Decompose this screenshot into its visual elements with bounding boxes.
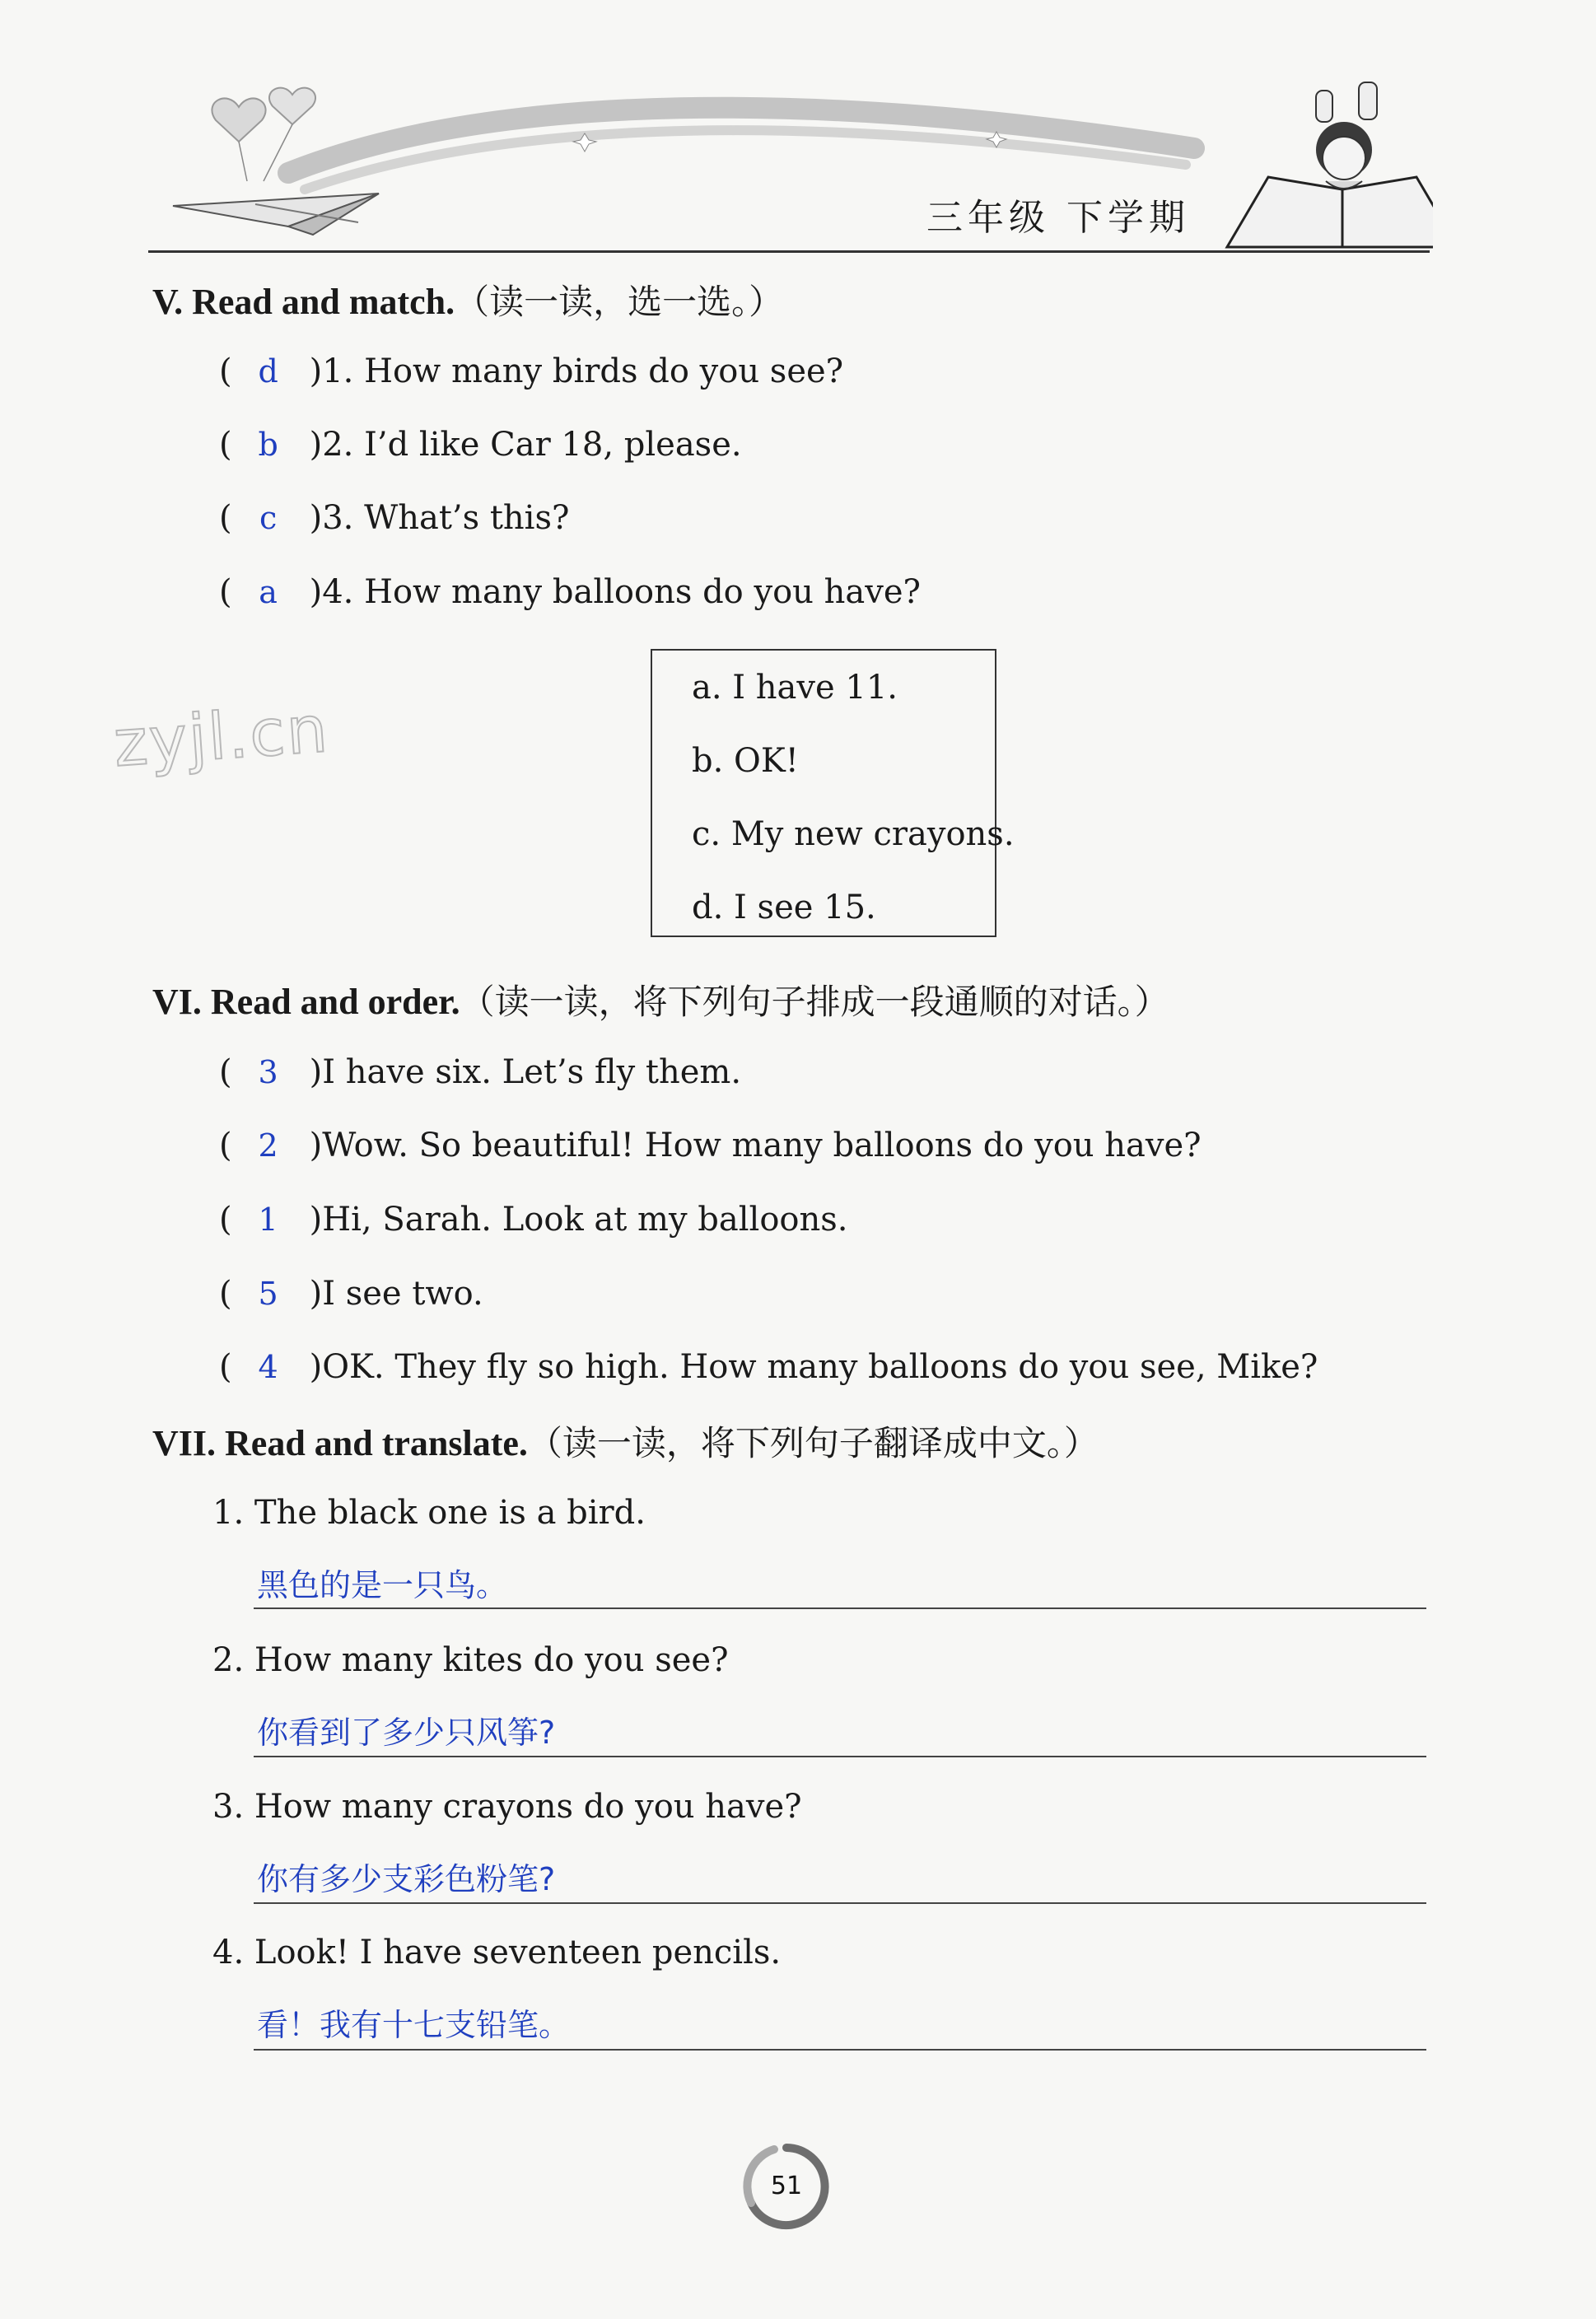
watermark: zyjl.cn: [111, 692, 332, 782]
section-5-title-cn: （读一读，选一选。）: [455, 282, 784, 322]
translate-question: 3. How many crayons do you have?: [212, 1788, 802, 1826]
answer-blank[interactable]: a: [259, 574, 278, 610]
sentence-text: )Wow. So beautiful! How many balloons do you have?: [309, 1127, 1202, 1164]
translate-answer[interactable]: 黑色的是一只鸟。: [257, 1567, 508, 1603]
question-text: )1. How many birds do you see?: [309, 352, 844, 390]
answer-blank[interactable]: c: [259, 500, 278, 536]
translate-question: 4. Look! I have seventeen pencils.: [212, 1934, 782, 1971]
choice-item: b. OK!: [692, 742, 799, 780]
match-item: ( c )3. What’s this?: [219, 499, 570, 537]
paper-plane-icon: [173, 194, 379, 235]
section-7-title-cn: （读一读，将下列句子翻译成中文。）: [527, 1423, 1099, 1463]
answer-blank[interactable]: d: [258, 353, 278, 390]
translate-answer[interactable]: 你有多少支彩色粉笔?: [257, 1861, 556, 1897]
page-number: 51: [770, 2172, 803, 2200]
answer-blank[interactable]: 2: [258, 1127, 278, 1164]
section-6-title: [152, 975, 1169, 1024]
sentence-text: )I see two.: [309, 1275, 483, 1313]
choice-item: c. My new crayons.: [692, 815, 1015, 853]
page-number-badge: [741, 2141, 832, 2232]
header-divider: [148, 250, 1430, 253]
choice-item: a. I have 11.: [692, 669, 898, 707]
answer-line: [254, 1607, 1426, 1609]
answer-blank[interactable]: 4: [258, 1349, 278, 1385]
question-text: )3. What’s this?: [309, 499, 570, 537]
answer-blank[interactable]: b: [258, 427, 278, 463]
question-text: )2. I’d like Car 18, please.: [309, 426, 742, 464]
grade-label: 三年级 下学期: [926, 197, 1190, 239]
order-item: ( 5 )I see two.: [219, 1275, 483, 1313]
header-illustration: [148, 58, 1433, 255]
answer-line: [254, 1902, 1426, 1904]
match-item: ( b )2. I’d like Car 18, please.: [219, 426, 742, 464]
translate-answer[interactable]: 你看到了多少只风筝?: [257, 1715, 556, 1751]
order-item: ( 4 )OK. They fly so high. How many balloons do you see, Mike?: [219, 1348, 1318, 1386]
question-text: )4. How many balloons do you have?: [309, 573, 921, 611]
translate-question: 2. How many kites do you see?: [212, 1641, 729, 1679]
section-6-title-cn: （读一读，将下列句子排成一段通顺的对话。）: [460, 982, 1169, 1022]
order-item: ( 2 )Wow. So beautiful! How many balloons do you have?: [219, 1127, 1202, 1164]
choices-box: [651, 649, 1015, 937]
translate-answer[interactable]: 看！我有十七支铅笔。: [257, 2007, 571, 2043]
answer-blank[interactable]: 1: [258, 1201, 278, 1238]
section-7-title: [152, 1416, 1099, 1466]
section-5-title: [152, 275, 783, 324]
sentence-text: )OK. They fly so high. How many balloons do you see, Mike?: [309, 1348, 1318, 1386]
girl-reading-book-icon: [1227, 82, 1433, 247]
section-7-title-en: VII. Read and translate.: [152, 1423, 528, 1463]
match-item: ( d )1. How many birds do you see?: [219, 352, 844, 390]
translate-question: 1. The black one is a bird.: [212, 1494, 646, 1532]
order-item: ( 3 )I have six. Let’s fly them.: [219, 1053, 742, 1091]
section-5-title-en: V. Read and match.: [152, 282, 455, 322]
answer-blank[interactable]: 5: [258, 1276, 278, 1312]
answer-line: [254, 1756, 1426, 1757]
match-item: ( a )4. How many balloons do you have?: [219, 573, 921, 611]
answer-blank[interactable]: 3: [258, 1054, 278, 1090]
choice-item: d. I see 15.: [692, 889, 876, 926]
section-6-title-en: VI. Read and order.: [152, 982, 460, 1022]
sentence-text: )I have six. Let’s fly them.: [309, 1053, 742, 1091]
order-item: ( 1 )Hi, Sarah. Look at my balloons.: [219, 1201, 848, 1239]
answer-line: [254, 2049, 1426, 2051]
sentence-text: )Hi, Sarah. Look at my balloons.: [309, 1201, 848, 1239]
